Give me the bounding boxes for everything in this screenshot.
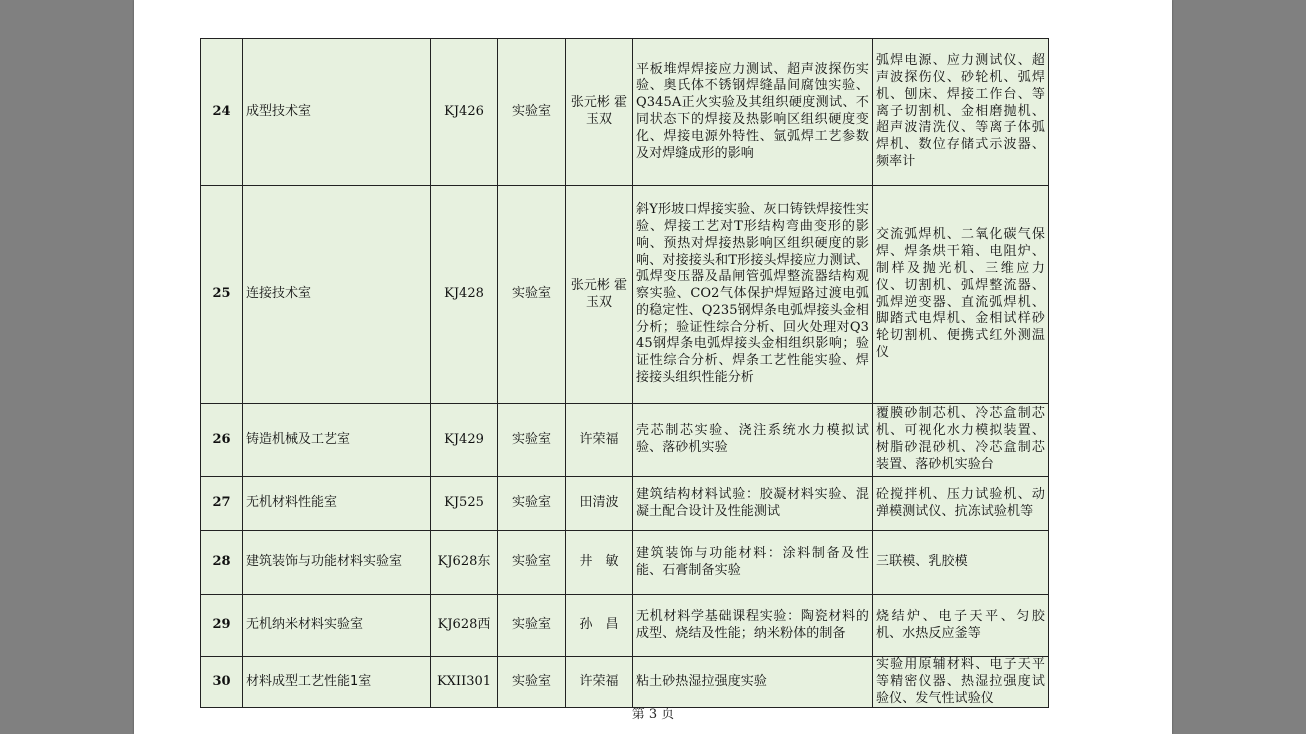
row-number: 26: [201, 404, 243, 477]
lab-name: 材料成型工艺性能1室: [243, 657, 431, 708]
equipment-cell: 弧焊电源、应力测试仪、超声波探伤仪、砂轮机、弧焊机、刨床、焊接工作台、等离子切割机、金相磨抛机、超声波清洗仪、等离子体弧焊机、数位存储式示波器、频率计: [873, 39, 1049, 186]
equipment-cell: 交流弧焊机、二氧化碳气保焊、焊条烘干箱、电阻炉、制样及抛光机、三维应力仪、切割机、弧焊整流器、弧焊逆变器、直流弧焊机、脚踏式电焊机、金相试样砂轮切割机、便携式红外测温仪: [873, 186, 1049, 404]
experiments-cell: 建筑装饰与功能材料：涂料制备及性能、石膏制备实验: [633, 531, 873, 595]
equipment-cell: 烧结炉、电子天平、匀胶机、水热反应釜等: [873, 595, 1049, 657]
lab-name: 无机纳米材料实验室: [243, 595, 431, 657]
room-code: KXII301: [431, 657, 498, 708]
lab-type: 实验室: [498, 404, 566, 477]
equipment-cell: 实验用原辅材料、电子天平等精密仪器、热湿拉强度试验仪、发气性试验仪: [873, 657, 1049, 708]
room-code: KJ628西: [431, 595, 498, 657]
row-number: 25: [201, 186, 243, 404]
row-number: 27: [201, 477, 243, 531]
table-row: [201, 404, 1049, 477]
equipment-cell: 砼搅拌机、压力试验机、动弹模测试仪、抗冻试验机等: [873, 477, 1049, 531]
row-number: 28: [201, 531, 243, 595]
room-code: KJ429: [431, 404, 498, 477]
table-row: [201, 657, 1049, 708]
lab-person: 田清波: [566, 477, 633, 531]
lab-type: 实验室: [498, 477, 566, 531]
page-number: 第 3 页: [631, 707, 675, 722]
lab-name: 成型技术室: [243, 39, 431, 186]
lab-name: 无机材料性能室: [243, 477, 431, 531]
table-row: [201, 186, 1049, 404]
equipment-cell: 三联模、乳胶模: [873, 531, 1049, 595]
room-code: KJ525: [431, 477, 498, 531]
row-number: 29: [201, 595, 243, 657]
row-number: 30: [201, 657, 243, 708]
lab-name: 建筑装饰与功能材料实验室: [243, 531, 431, 595]
lab-type: 实验室: [498, 531, 566, 595]
document-page: [134, 0, 1172, 734]
lab-person: 孙 昌: [566, 595, 633, 657]
room-code: KJ426: [431, 39, 498, 186]
experiments-cell: 壳芯制芯实验、浇注系统水力模拟试验、落砂机实验: [633, 404, 873, 477]
table-row: [201, 477, 1049, 531]
experiments-cell: 平板堆焊焊接应力测试、超声波探伤实验、奥氏体不锈钢焊缝晶间腐蚀实验、Q345A正火实验及其组织硬度测试、不同状态下的焊接及热影响区组织硬度变化、焊接电源外特性、氩弧焊工艺参数及对焊缝成形的影响: [633, 39, 873, 186]
experiments-cell: 无机材料学基础课程实验：陶瓷材料的成型、烧结及性能；纳米粉体的制备: [633, 595, 873, 657]
lab-type: 实验室: [498, 657, 566, 708]
room-code: KJ428: [431, 186, 498, 404]
experiments-cell: 粘土砂热湿拉强度实验: [633, 657, 873, 708]
experiments-cell: 建筑结构材料试验：胶凝材料实验、混凝土配合设计及性能测试: [633, 477, 873, 531]
lab-person: 许荣福: [566, 657, 633, 708]
table-row: [201, 531, 1049, 595]
lab-person: 张元彬 霍玉双: [566, 39, 633, 186]
experiments-cell: 斜Y形坡口焊接实验、灰口铸铁焊接性实验、焊接工艺对T形结构弯曲变形的影响、预热对焊接热影响区组织硬度的影响、对接接头和T形接头焊接应力测试、弧焊变压器及晶闸管弧焊整流器结构观察实验、CO2气体保护焊短路过渡电弧的稳定性、Q235钢焊条电弧焊接头金相分析；验证性综合分析、回火处理对Q345钢焊条电弧焊接头金相组织影响；验证性综合分析、焊条工艺性能实验、焊接接头组织性能分析: [633, 186, 873, 404]
lab-name: 铸造机械及工艺室: [243, 404, 431, 477]
lab-table: [200, 38, 1049, 708]
lab-name: 连接技术室: [243, 186, 431, 404]
lab-person: 许荣福: [566, 404, 633, 477]
row-number: 24: [201, 39, 243, 186]
equipment-cell: 覆膜砂制芯机、冷芯盒制芯机、可视化水力模拟装置、树脂砂混砂机、冷芯盒制芯装置、落砂机实验台: [873, 404, 1049, 477]
table-row: [201, 595, 1049, 657]
table-row: [201, 39, 1049, 186]
lab-type: 实验室: [498, 39, 566, 186]
lab-person: 井 敏: [566, 531, 633, 595]
lab-type: 实验室: [498, 186, 566, 404]
lab-type: 实验室: [498, 595, 566, 657]
lab-person: 张元彬 霍玉双: [566, 186, 633, 404]
room-code: KJ628东: [431, 531, 498, 595]
